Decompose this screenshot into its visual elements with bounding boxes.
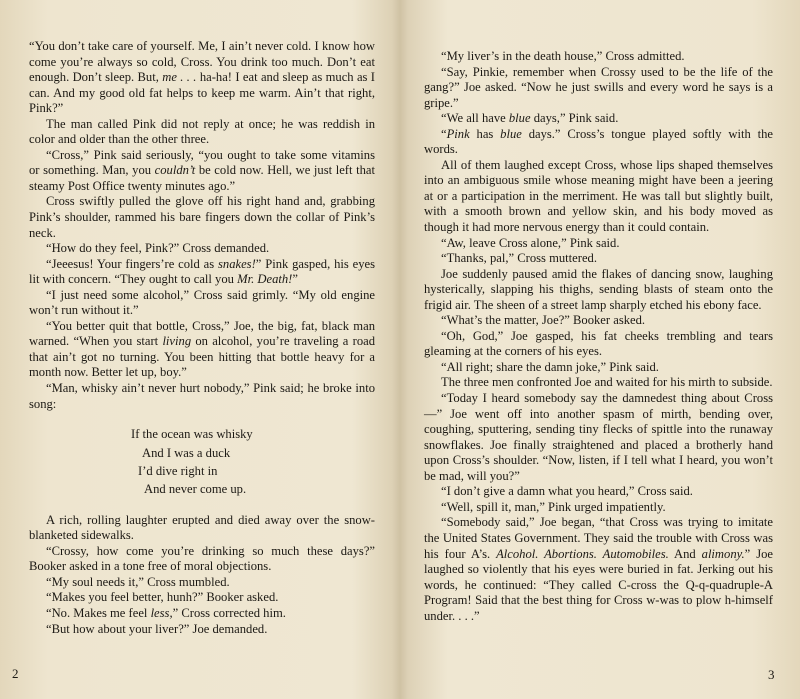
paragraph: “I don’t give a damn what you heard,” Cross said. (441, 484, 693, 499)
paragraph: “Cross,” Pink said seriously, “you ought to take some vitamins or something. Man, you couldn’t be cold now. Hell, we just left that steamy Post Office twenty minutes ago.” (29, 147, 375, 193)
right-page-text (424, 49, 773, 624)
paragraph: “We all have blue days,” Pink said. (441, 111, 619, 126)
paragraph: “Makes you feel better, hunh?” Booker asked. (46, 590, 279, 605)
song-verse (29, 425, 375, 499)
paragraph: A rich, rolling laughter erupted and died away over the snow-blanketed sidewalks. (29, 512, 375, 543)
paragraph: Joe suddenly paused amid the flakes of dancing snow, laughing hysterically, slapping his thighs, sending blasts of steam onto the frigid air. The sheen of a street lamp sharply etched his ebony face. (424, 266, 773, 312)
paragraph: “I just need some alcohol,” Cross said grimly. “My old engine won’t run without it.” (29, 287, 375, 318)
paragraph: “No. Makes me feel less,” Cross corrected him. (46, 606, 286, 621)
left-page-text (29, 39, 375, 637)
paragraph: “Somebody said,” Joe began, “that Cross was trying to imitate the United States Government. They said the trouble with Cross was his four A’s. Alcohol. Abortions. Automobiles. And alimony.” Joe laughed so violently that his eyes were buried in fat. Jerking out his words, he continued: “They called C-cross the Q-q-quadruple-A Program! Said that the best thing for Cross w-was to plow h-himself under. . . .” (424, 515, 773, 623)
paragraph: “Oh, God,” Joe gasped, his fat cheeks trembling and tears gleaming at the corners of his eyes. (424, 328, 773, 359)
paragraph: “You don’t take care of yourself. Me, I ain’t never cold. I know how come you’re always so cold, Cross. You drink too much. Don’t eat enough. Don’t sleep. But, me . . . ha-ha! I eat and sleep as much as I can. And my good old fat helps to keep me warm. Ain’t that right, Pink?” (29, 39, 375, 116)
paragraph: “My liver’s in the death house,” Cross admitted. (441, 49, 685, 63)
paragraph: “What’s the matter, Joe?” Booker asked. (441, 313, 646, 328)
paragraph: “Thanks, pal,” Cross muttered. (441, 251, 597, 266)
paragraph: “Aw, leave Cross alone,” Pink said. (441, 235, 620, 250)
verse-line: If the ocean was whisky (131, 427, 253, 442)
paragraph: “But how about your liver?” Joe demanded. (46, 621, 268, 636)
verse-line: And I was a duck (142, 445, 231, 460)
paragraph: “How do they feel, Pink?” Cross demanded. (46, 241, 270, 256)
paragraph: Cross swiftly pulled the glove off his right hand and, grabbing Pink’s shoulder, rammed his bare fingers down the collar of Pink’s neck. (29, 194, 375, 240)
paragraph: “My soul needs it,” Cross mumbled. (46, 574, 230, 589)
paragraph: “Say, Pinkie, remember when Crossy used to be the life of the gang?” Joe asked. “Now he just swills and every word he says is a gripe.” (424, 64, 773, 110)
page-number: 3 (768, 667, 775, 682)
paragraph: “Crossy, how come you’re drinking so much these days?” Booker asked in a tone free of moral objections. (29, 543, 375, 574)
paragraph: “Jeeesus! Your fingers’re cold as snakes!” Pink gasped, his eyes lit with concern. “They ought to call you Mr. Death!” (29, 256, 375, 287)
paragraph: “You better quit that bottle, Cross,” Joe, the big, fat, black man warned. “When you start living on alcohol, you’re traveling a road that ain’t got no turning. You been hitting that bottle heavy for a month now. Better let up, boy.” (29, 318, 376, 380)
right-page (400, 0, 800, 699)
paragraph: “Man, whisky ain’t never hurt nobody,” Pink said; he broke into song: (29, 381, 375, 411)
paragraph: The three men confronted Joe and waited for his mirth to subside. (441, 375, 773, 390)
verse-line: I’d dive right in (138, 463, 218, 478)
paragraph: The man called Pink did not reply at once; he was reddish in color and older than the other three. (29, 116, 375, 147)
paragraph: “Today I heard somebody say the damnedest thing about Cross—” Joe went off into another spasm of mirth, bending over, coughing, sputtering, sending tiny flecks of spittle into the runaway snowflakes. Joe finally straightened and placed a brotherly hand upon Cross’s shoulder. “Now, listen, if I tell what I heard, you won’t be mad, will you?” (424, 391, 773, 483)
paragraph: “Pink has blue days.” Cross’s tongue played softly with the words. (424, 126, 773, 157)
paragraph: “All right; share the damn joke,” Pink said. (441, 359, 659, 374)
paragraph: All of them laughed except Cross, whose lips shaped themselves into an ambiguous smile whose meaning might have been a jeering at or a participation in the merriment. He was tall but slightly built, with a smooth brown and yellow skin, and his body moved as though it had more nervous energy than it could contain. (424, 157, 773, 235)
verse-line: And never come up. (144, 482, 247, 497)
paragraph: “Well, spill it, man,” Pink urged impatiently. (441, 499, 666, 514)
page-number: 2 (12, 666, 19, 681)
